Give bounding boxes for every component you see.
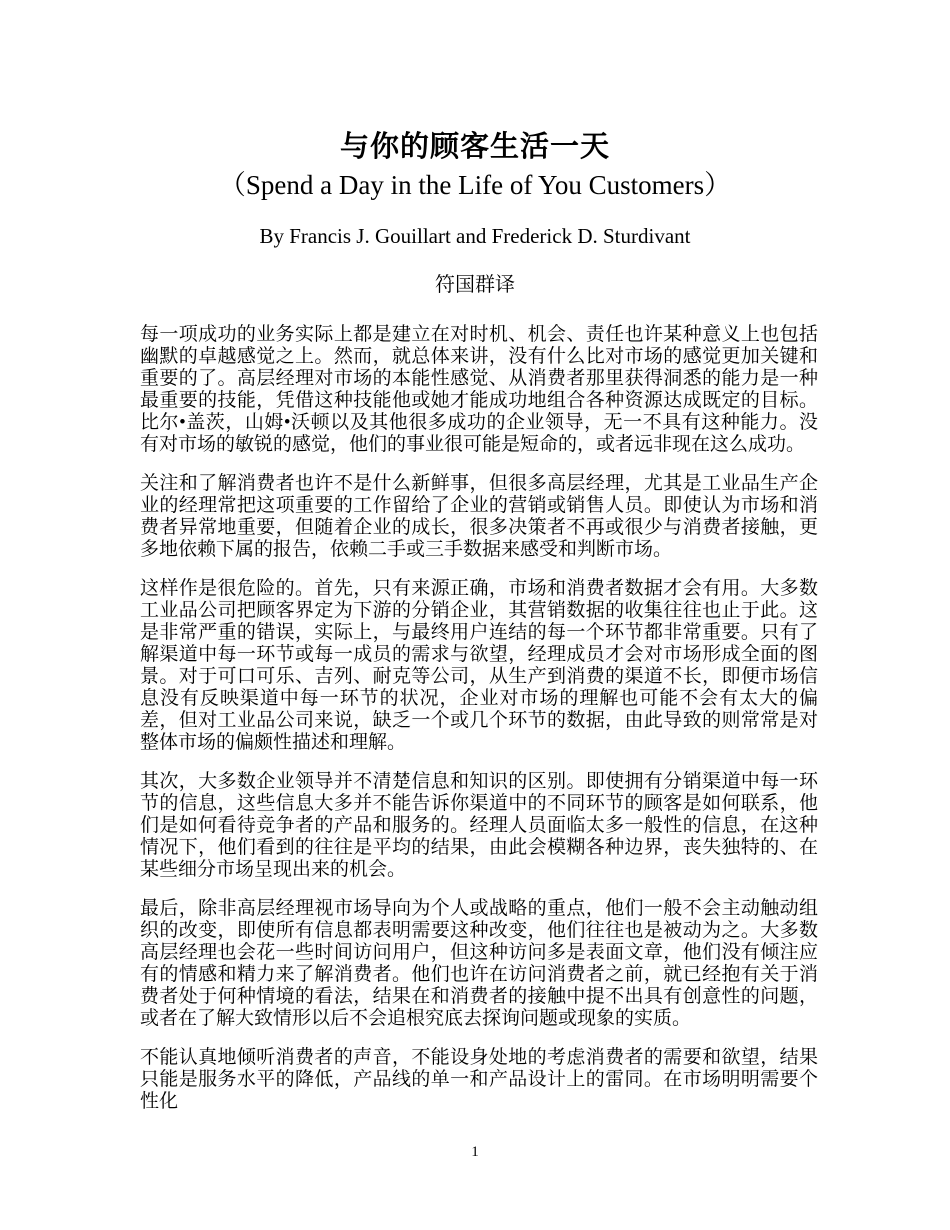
document-title-english: （Spend a Day in the Life of You Customers）: [218, 170, 732, 200]
paragraph-1: 每一项成功的业务实际上都是建立在对时机、机会、责任也许某种意义上也包括幽默的卓越感觉之上。然而，就总体来讲，没有什么比对市场的感觉更加关键和重要的了。高层经理对市场的本能性感觉、从消费者那里获得洞悉的能力是一种最重要的技能，凭借这种技能他或她才能成功地组合各种资源达成既定的目标。比尔•盖茨，山姆•沃顿以及其他很多成功的企业领导，无一不具有这种能力。没有对市场的敏锐的感觉，他们的事业很可能是短命的，或者远非现在这么成功。: [140, 324, 818, 455]
paragraph-4: 其次，大多数企业领导并不清楚信息和知识的区别。即使拥有分销渠道中每一环节的信息，这些信息大多并不能告诉你渠道中的不同环节的顾客是如何联系，他们是如何看待竞争者的产品和服务的。经理人员面临太多一般性的信息，在这种情况下，他们看到的往往是平均的结果，由此会模糊各种边界，丧失独特的、在某些细分市场呈现出来的机会。: [140, 771, 818, 880]
paragraph-3: 这样作是很危险的。首先，只有来源正确，市场和消费者数据才会有用。大多数工业品公司把顾客界定为下游的分销企业，其营销数据的收集往往也止于此。这是非常严重的错误，实际上，与最终用户连结的每一个环节都非常重要。只有了解渠道中每一环节或每一成员的需求与欲望，经理成员才会对市场形成全面的图景。对于可口可乐、吉列、耐克等公司，从生产到消费的渠道不长，即便市场信息没有反映渠道中每一环节的状况，企业对市场的理解也可能不会有太大的偏差，但对工业品公司来说，缺乏一个或几个环节的数据，由此导致的则常常是对整体市场的偏颇性描述和理解。: [140, 578, 818, 753]
paragraph-6: 不能认真地倾听消费者的声音，不能设身处地的考虑消费者的需要和欲望，结果只能是服务水平的降低，产品线的单一和产品设计上的雷同。在市场明明需要个性化: [140, 1047, 818, 1112]
document-body: [140, 324, 818, 1113]
page-number: 1: [471, 1144, 479, 1160]
author-byline: By Francis J. Gouillart and Frederick D. Sturdivant: [259, 224, 691, 248]
document-title-chinese: 与你的顾客生活一天: [339, 131, 610, 163]
translator-credit: 符国群译: [435, 274, 515, 296]
document-header: [0, 0, 950, 298]
paragraph-2: 关注和了解消费者也许不是什么新鲜事，但很多高层经理，尤其是工业品生产企业的经理常把这项重要的工作留给了企业的营销或销售人员。即使认为市场和消费者异常地重要，但随着企业的成长，很多决策者不再或很少与消费者接触，更多地依赖下属的报告，依赖二手或三手数据来感受和判断市场。: [140, 473, 818, 560]
paragraph-5: 最后，除非高层经理视市场导向为个人或战略的重点，他们一般不会主动触动组织的改变，即使所有信息都表明需要这种改变，他们往往也是被动为之。大多数高层经理也会花一些时间访问用户，但这种访问多是表面文章，他们没有倾注应有的情感和精力来了解消费者。他们也许在访问消费者之前，就已经抱有关于消费者处于何种情境的看法，结果在和消费者的接触中提不出具有创意性的问题，或者在了解大致情形以后不会追根究底去探询问题或现象的实质。: [140, 898, 818, 1029]
